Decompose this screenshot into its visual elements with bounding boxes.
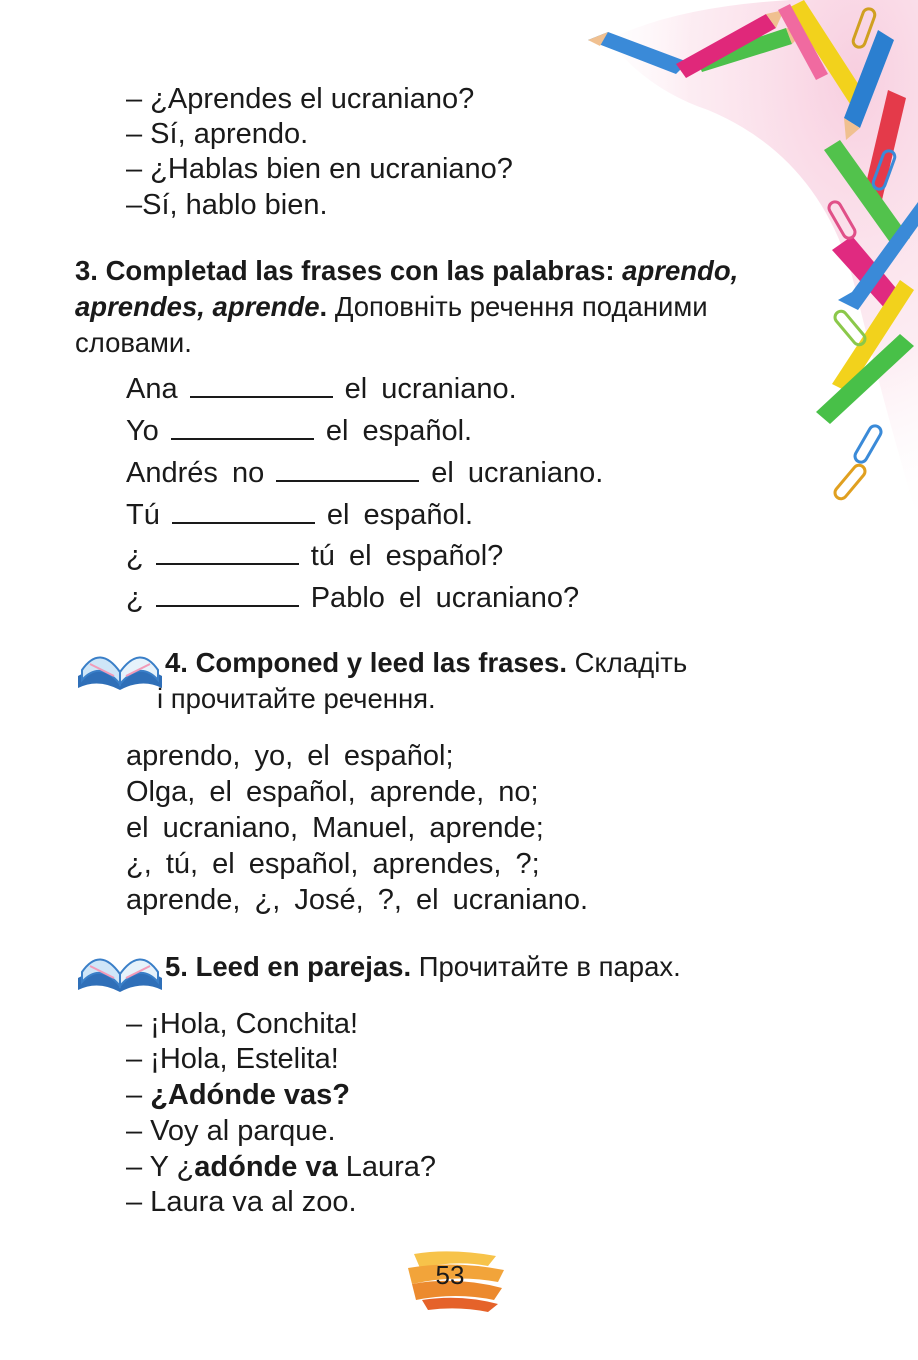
ex3-sentence-1-after: el ucraniano. <box>344 373 517 405</box>
ex3-title: 3. Completad las frases con las palabras: <box>75 255 623 286</box>
ex4-title: 4. Componed y leed las frases. <box>165 647 567 678</box>
page-number-badge <box>400 1246 510 1316</box>
ex4-ukr-1: Складіть <box>566 647 688 678</box>
paperclip-icon <box>833 463 868 501</box>
ex3-words-1: aprendo, <box>622 255 739 286</box>
dialogue2-line-1: – ¡Hola, Conchita! <box>126 1008 359 1040</box>
page-number: 53 <box>435 1260 465 1290</box>
ex3-sentence-4 <box>126 499 473 532</box>
dialogue2-line-5-bold: adónde va <box>194 1151 338 1183</box>
dialogue2-line-5-a: – Y ¿ <box>126 1151 195 1183</box>
fill-blank <box>276 480 419 482</box>
open-book-icon <box>74 636 166 698</box>
fill-blank <box>156 563 299 565</box>
ex4-item-2: Olga, el español, aprende, no; <box>126 776 539 808</box>
ex3-sentence-3-after: el ucraniano. <box>431 457 604 489</box>
dialogue2-line-3-bold: ¿Adónde vas? <box>150 1079 350 1111</box>
ex3-sentence-1-before: Ana <box>126 373 178 405</box>
ex3-sentence-2-before: Yo <box>126 415 159 447</box>
ex3-sentence-4-after: el español. <box>326 499 474 531</box>
ex5-heading <box>165 951 681 983</box>
ex3-sentence-3 <box>126 457 603 490</box>
ex4-ukr-2: і прочитайте речення. <box>157 683 436 714</box>
ex3-sentence-5-after: tú el español? <box>310 540 504 572</box>
ex3-sentence-6-after: Pablo el ucraniano? <box>310 582 580 614</box>
ex3-ukr-2: словами. <box>75 327 192 358</box>
ex3-sentence-2-after: el español. <box>325 415 473 447</box>
ex4-item-5: aprende, ¿, José, ?, el ucraniano. <box>126 884 589 916</box>
ex5-ukr: Прочитайте в парах. <box>411 951 681 982</box>
ex3-ukr-1: Доповніть речення поданими <box>327 291 708 322</box>
dialogue2-line-6: – Laura va al zoo. <box>126 1186 357 1218</box>
ex3-words-2: aprendes, aprende <box>75 291 320 322</box>
ex3-sentence-6 <box>126 582 579 615</box>
paperclip-icon <box>853 424 883 465</box>
ex3-sentence-5 <box>126 540 503 573</box>
dialogue1-line-4: –Sí, hablo bien. <box>126 189 328 221</box>
ex5-title: 5. Leed en parejas. <box>165 951 412 982</box>
ex3-sentence-2 <box>126 415 472 448</box>
ex3-sentence-1 <box>126 373 517 406</box>
ex3-sentence-6-before: ¿ <box>126 582 144 614</box>
ex3-sentence-3-before: Andrés no <box>126 457 265 489</box>
ex4-item-4: ¿, tú, el español, aprendes, ?; <box>126 848 540 880</box>
dialogue2-line-2: – ¡Hola, Estelita! <box>126 1043 339 1075</box>
fill-blank <box>190 396 333 398</box>
ex4-heading-line-1 <box>165 647 687 679</box>
dialogue1-line-3: – ¿Hablas bien en ucraniano? <box>126 153 513 185</box>
dialogue1-line-1: – ¿Aprendes el ucraniano? <box>126 83 475 115</box>
fill-blank <box>156 605 299 607</box>
dialogue2-line-3 <box>126 1079 350 1112</box>
dialogue2-line-5-b: Laura? <box>337 1151 437 1183</box>
fill-blank <box>171 438 314 440</box>
dialogue2-line-5 <box>126 1151 436 1184</box>
ex3-sentence-5-before: ¿ <box>126 540 144 572</box>
fill-blank <box>172 522 315 524</box>
ex3-period: . <box>319 291 328 322</box>
dialogue2-line-3-dash: – <box>126 1079 151 1111</box>
ex4-item-1: aprendo, yo, el español; <box>126 740 454 772</box>
ex4-item-3: el ucraniano, Manuel, aprende; <box>126 812 544 844</box>
open-book-icon <box>74 938 166 1000</box>
dialogue1-line-2: – Sí, aprendo. <box>126 118 309 150</box>
ex3-heading-line-1 <box>75 255 738 287</box>
ex3-sentence-4-before: Tú <box>126 499 160 531</box>
dialogue2-line-4: – Voy al parque. <box>126 1115 336 1147</box>
ex3-heading-line-2 <box>75 291 708 323</box>
